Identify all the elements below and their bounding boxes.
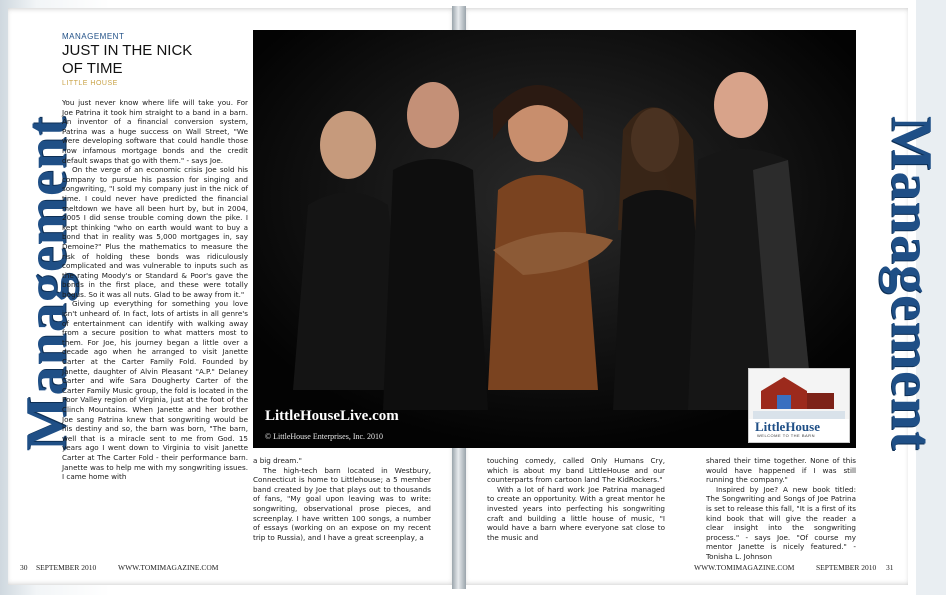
photo-copyright: © LittleHouse Enterprises, Inc. 2010: [265, 432, 384, 441]
footer-page-number-left: 30: [20, 563, 28, 572]
paragraph: You just never know where life will take you. For Joe Patrina it took him straight to a band in a barn. An inventor of a financial conversion system, Patrina was a huge success on Wall Street, "We were developing software that could handle those now infamous mortgage bonds and the credit default swaps that go with them." - says Joe.: [62, 98, 248, 165]
article-headline: JUST IN THE NICK OF TIME: [62, 42, 193, 77]
paragraph: Giving up everything for something you love isn't unheard of. In fact, lots of artists in all genre's of entertainment can identify with walking away from a secure position to what matters most to them. For Joe, his journey began a little over a decade ago when he arranged to visit Janette Carter at the Carter Family Fold. Founded by Janette, daughter of Alvin Pleasant "A.P." Delaney Carter and wife Sara Dougherty Carter of the Carter Family Music group, the fold is located in the Poor Valley region of Virginia, just at the foot of the Clinch Mountains. When Janette and her brother Joe sang Patrina knew that songwriting would be his destiny and so, the barn was born, "The barn, well that is a miracle sent to me from God. 15 years ago I went down to Virginia to visit Janette Carter at The Carter Fold - their performance barn. Janette was to help me with my songwriting issues. I came home with: [62, 299, 248, 482]
footer-url-right: WWW.TOMIMAGAZINE.COM: [694, 563, 795, 572]
logo-tagline: WELCOME TO THE BARN: [757, 433, 815, 438]
vertical-section-label-right: Management: [879, 115, 945, 452]
paragraph: With a lot of hard work Joe Patrina managed to create an opportunity. With a great mentor he invested years into perfecting his songwriting craft and building a little house of music, "I would have a barn where everyone sat close to the music and: [487, 484, 665, 542]
photo-watermark: LittleHouseLive.com: [265, 408, 399, 424]
article-column-3: [487, 456, 665, 556]
article-column-4: [706, 456, 856, 561]
article-column-1: [62, 98, 248, 558]
vertical-section-label-left: Management: [13, 115, 79, 452]
paragraph: Inspired by Joe? A new book titled: The Songwriting and Songs of Joe Patrina is set to release this fall, "It is a first of its kind book that will give the reader a clear insight into the songwriting process." - says Joe. "Of course my mentor Janette is nicely featured." - Tonisha L. Johnson: [706, 484, 856, 561]
logo-title: LittleHouse: [755, 419, 820, 434]
footer-date-left: SEPTEMBER 2010: [36, 563, 97, 572]
barn-logo-icon: [749, 369, 849, 419]
paragraph: touching comedy, called Only Humans Cry, which is about my band LittleHouse and our counterparts from cartoon land The KidRockers.": [487, 456, 665, 485]
paragraph: On the verge of an economic crisis Joe sold his company to pursue his passion for singing and songwriting, "I sold my company just in the nick of time. I could never have predicted the financial meltdown we have all been hurt by, but in 2004, 2005 I did sense trouble coming down the pike. I kept thinking "who on earth would want to buy a bond that in reality was 5,000 mortgages in, say Demoine?" Plus the mathematics to measure the risk of holding these bonds was ridiculously complicated and was vulnerable to inputs such as the rating Moody's or Standard & Poor's gave the bonds in the first place, and these were totally bogus. So it was all nuts. Glad to be away from it.": [62, 165, 248, 299]
section-kicker: MANAGEMENT: [62, 32, 125, 41]
article-column-2: [253, 456, 431, 556]
paragraph: a big dream.": [253, 456, 302, 465]
footer-date-right: SEPTEMBER 2010: [816, 563, 877, 572]
footer-page-number-right: 31: [886, 563, 894, 572]
littlehouse-logo: [748, 368, 850, 443]
footer-url-left: WWW.TOMIMAGAZINE.COM: [118, 563, 219, 572]
article-subtitle: LITTLE HOUSE: [62, 80, 118, 87]
paragraph: The high-tech barn located in Westbury, Connecticut is home to Littlehouse; a 5 member band created by Joe that plays out to thousands of fans, "My goal upon leaving was to write: songwriting, observational prose pieces, and screenplay. I have written 100 songs, a number of essays (working on an expose on my recent trip to Russia), and I have a great screenplay, a: [253, 465, 431, 542]
paragraph: shared their time together. None of this would have happened if I was still running the company.": [706, 456, 856, 485]
